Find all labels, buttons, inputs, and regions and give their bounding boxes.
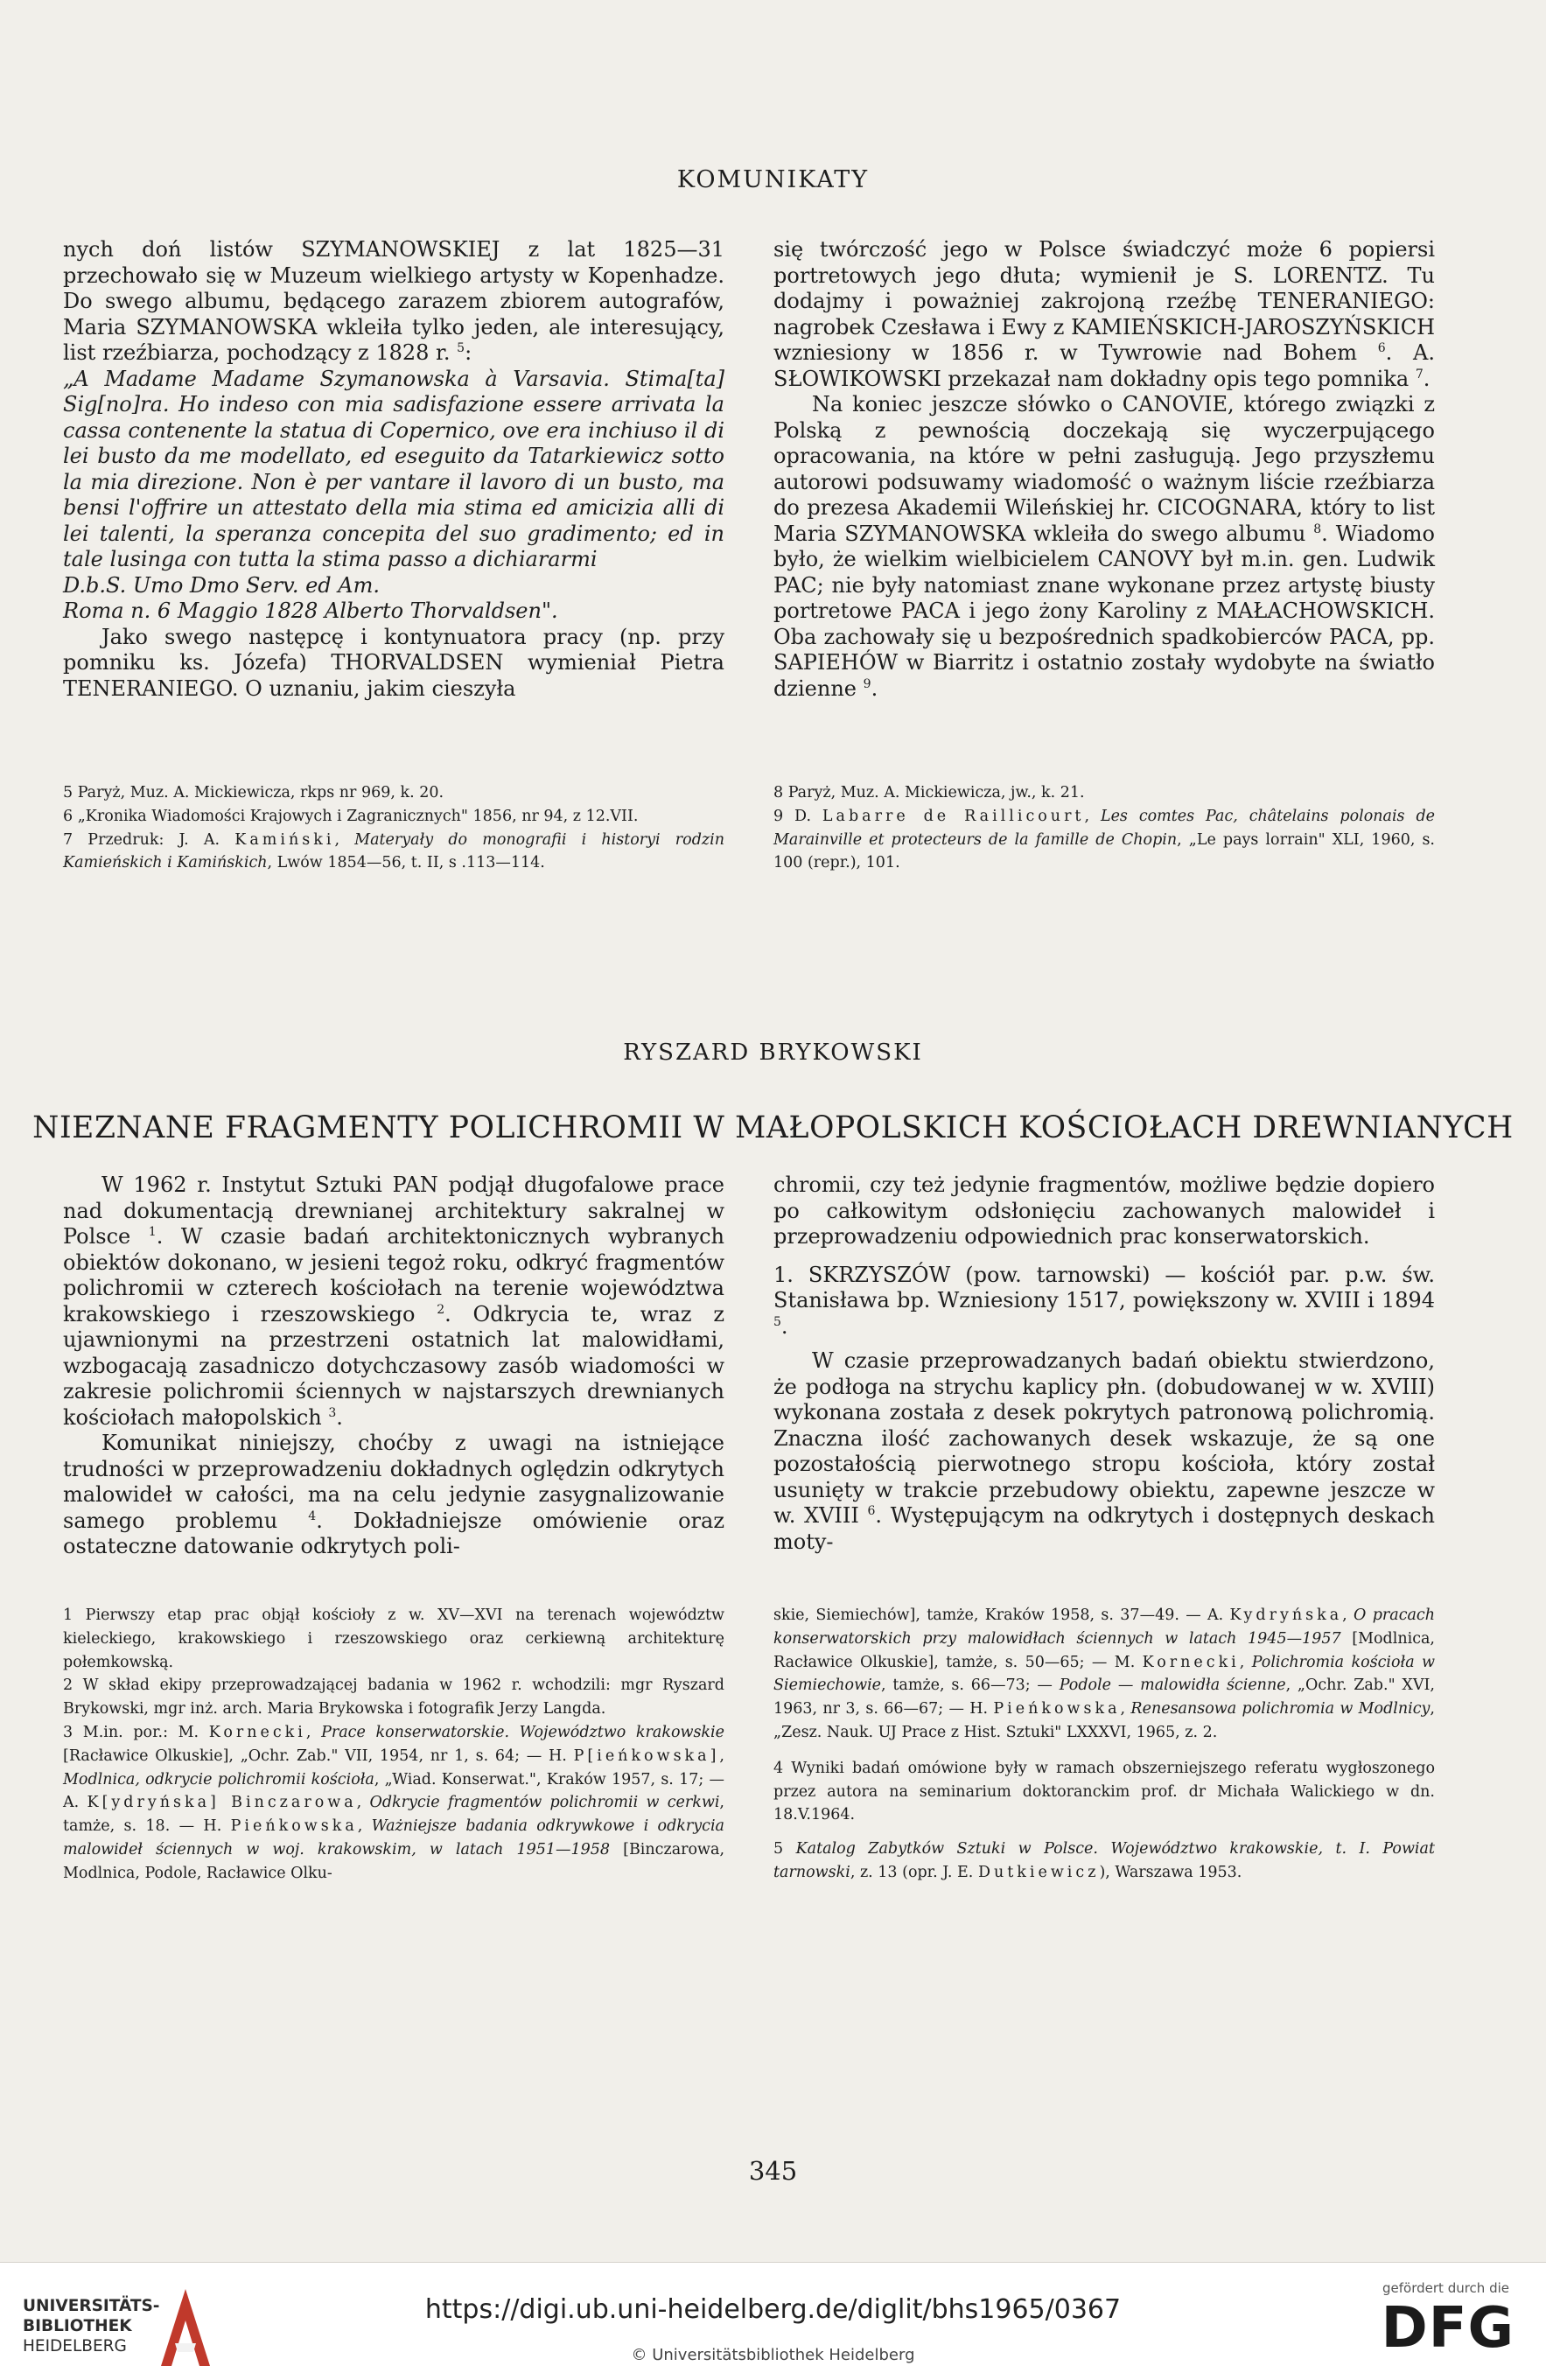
main-footnotes-left xyxy=(63,1604,724,1886)
footnote-ref[interactable]: 7 xyxy=(1415,367,1424,382)
footnote-ref[interactable]: 5 xyxy=(773,1314,781,1329)
footnote-ref[interactable]: 8 xyxy=(1313,522,1322,536)
paragraph: Komunikat niniejszy, choćby z uwagi na istniejące trudności w przeprowadzeniu dokładnych oględzin odkrytych malowideł w całości, ma na celu jedynie zasygnalizowanie samego problemu $^4$. Dokładniejsze omówienie oraz ostateczne datowanie odkrytych poli- xyxy=(63,1431,724,1558)
top-footnotes-right xyxy=(773,781,1435,875)
footnote-ref[interactable]: 1 xyxy=(148,1225,157,1239)
footnote-ref[interactable]: 3 xyxy=(328,1405,337,1420)
copyright-notice: © Universitätsbibliothek Heidelberg xyxy=(631,2346,915,2364)
footnote-ref[interactable]: 6 xyxy=(1377,341,1386,355)
paragraph: się twórczość jego w Polsce świadczyć może 6 popiersi portretowych jego dłuta; wymienił je S. LORENTZ. Tu dodajmy i poważniej zakrojoną rzeźbę TENERANIEGO: nagrobek Czesława i Ewy z KAMIEŃSKICH-JAROSZYŃSKICH wzniesiony w 1856 r. w Tywrowie nad Bohem $^6$. A. SŁOWIKOWSKI przekazał nam dokładny opis tego pomnika $^7$. xyxy=(773,237,1435,391)
footnote: 7 Przedruk: J. A. Kamiński, Materyały do monografii i historyi rodzin Kamieńskich i Kamińskich, Lwów 1854—56, t. II, s .113—114. xyxy=(63,830,724,872)
footnote-ref[interactable]: 5 xyxy=(457,341,465,355)
footnote: 1 Pierwszy etap prac objął kościoły z w. XV—XVI na terenach województw kieleckiego, krakowskiego i rzeszowskiego oraz cerkiewną architekturę połemkowską. xyxy=(63,1606,724,1671)
quoted-letter: „A Madame Madame Szymanowska à Varsavia. Stima[ta] Sig[no]ra. Ho indeso con mia sadisfazione essere arrivata la cassa contenente la statua di Copernico, ove era inchiuso il di lei busto da me modellato, ed eseguito da Tatarkiewicz sotto la mia direzione. Non è per vantare il lavoro di un busto, ma bensi l'offrire un attestato della mia stima ed amicizia alli di lei talenti, la speranza concepita del suo gradimento; ed in tale lusinga con tutta la stima passo a dichiararmi xyxy=(63,366,724,571)
footnote: 3 M.in. por.: M. Kornecki, Prace konserwatorskie. Województwo krakowskie [Racławice Olkuskie], „Ochr. Zab." VII, 1954, nr 1, s. 64; — H. P[ieńkowska], Modlnica, odkrycie polichromii kościoła, „Wiad. Konserwat.", Kraków 1957, s. 17; — A. K[ydryńska] Binczarowa, Odkrycie fragmentów polichromii w cerkwi, tamże, s. 18. — H. Pieńkowska, Ważniejsze badania odkrywkowe i odkrycia malowideł ściennych w woj. krakowskim, w latach 1951—1958 [Binczarowa, Modlnica, Podole, Racławice Olku- xyxy=(63,1723,725,1882)
letter-signature: Roma n. 6 Maggio 1828 Alberto Thorvaldsen". xyxy=(63,598,558,623)
paragraph: nych doń listów SZYMANOWSKIEJ z lat 1825—31 przechowało się w Muzeum wielkiego artysty w Kopenhadze. Do swego albumu, będącego zarazem zbiorem autografów, Maria SZYMANOWSKA wkleiła tylko jeden, ale interesujący, list rzeźbiarza, pochodzący z 1828 r. $^5$: xyxy=(63,237,724,365)
paragraph: Na koniec jeszcze słówko o CANOVIE, którego związki z Polską z pewnością doczekają się wyczerpującego opracowania, na które w pełni zasługują. Jego przyszłemu autorowi podsuwamy wiadomość o ważnym liście rzeźbiarza do prezesa Akademii Wileńskiej hr. CICOGNARA, który to list Maria SZYMANOWSKA wkleiła do swego albumu $^8$. Wiadomo było, że wielkim wielbicielem CANOVY był m.in. gen. Ludwik PAC; nie były natomiast znane wykonane przez artystę biusty portretowe PACA i jego żony Karoliny z MAŁACHOWSKICH. Oba zachowały się u bezpośrednich spadkobierców PACA, pp. SAPIEHÓW w Biarritz i ostatnio zostały wydobyte na światło dzienne $^9$. xyxy=(773,392,1435,701)
footnote-continued: skie, Siemiechów], tamże, Kraków 1958, s. 37—49. — A. Kydryńska, O pracach konserwatorskich przy malowidłach ściennych w latach 1945—1957 [Modlnica, Racławice Olkuskie], tamże, s. 50—65; — M. Kornecki, Polichromia kościoła w Siemiechowie, tamże, s. 66—73; — Podole — malowidła ścienne, „Ochr. Zab." XVI, 1963, nr 3, s. 66—67; — H. Pieńkowska, Renesansowa polichromia w Modlnicy, „Zesz. Nauk. UJ Prace z Hist. Sztuki" LXXXVI, 1965, z. 2. xyxy=(773,1606,1436,1741)
footnote: 2 W skład ekipy przeprowadzającej badania w 1962 r. wchodzili: mgr Ryszard Brykowski, mgr inż. arch. Maria Brykowska i fotografik Jerzy Langda. xyxy=(63,1676,724,1718)
footnote-ref[interactable]: 6 xyxy=(867,1504,876,1518)
footnote: 6 „Kronika Wiadomości Krajowych i Zagranicznych" 1856, nr 94, z 12.VII. xyxy=(63,807,639,825)
paragraph: chromii, czy też jedynie fragmentów, możliwe będzie dopiero po całkowitym odsłonięciu zachowanych malowideł i przeprowadzeniu odpowiednich prac konserwatorskich. xyxy=(773,1172,1435,1249)
permalink-url[interactable]: https://digi.ub.uni-heidelberg.de/diglit/bhs1965/0367 xyxy=(424,2294,1122,2325)
main-footnotes-right xyxy=(773,1604,1435,1885)
main-left-column xyxy=(63,1172,724,1560)
paragraph: W 1962 r. Instytut Sztuki PAN podjął długofalowe prace nad dokumentacją drewnianej architektury sakralnej w Polsce $^1$. W czasie badań architektonicznych wybranych obiektów dokonano, w jesieni tegoż roku, odkryć fragmentów polichromii w czterech kościołach na terenie województwa krakowskiego i rzeszowskiego $^2$. Odkrycia te, wraz z ujawnionymi na przestrzeni ostatnich lat malowidłami, wzbogacają zasadniczo dotychczasowy zasób wiadomości w zakresie polichromii ściennych w najstarszych drewnianych kościołach małopolskich $^3$. xyxy=(63,1172,724,1430)
article-title: NIEZNANE FRAGMENTY POLICHROMII W MAŁOPOLSKICH KOŚCIOŁACH DREWNIANYCH xyxy=(32,1110,1514,1145)
top-right-column xyxy=(773,237,1435,702)
footnote: 5 Katalog Zabytków Sztuki w Polsce. Województwo krakowskie, t. I. Powiat tarnowski, z. 13 (opr. J. E. Dutkiewicz), Warszawa 1953. xyxy=(773,1840,1435,1881)
paragraph: W czasie przeprowadzanych badań obiektu stwierdzono, że podłoga na strychu kaplicy płn. (dobudowanej w w. XVIII) wykonana została z desek pokrytych patronową polichromią. Znaczna ilość zachowanych desek wskazuje, że są one pozostałością pierwotnego stropu kościoła, który został usunięty w trakcie przebudowy obiektu, zapewne jeszcze w w. XVIII $^6$. Występującym na odkrytych i dostępnych deskach moty- xyxy=(773,1348,1435,1554)
footnote: 9 D. Labarre de Raillicourt, Les comtes Pac, châtelains polonais de Marainville et protecteurs de la famille de Chopin, „Le pays lorrain" XLI, 1960, s. 100 (repr.), 101. xyxy=(773,807,1435,872)
page-number: 345 xyxy=(748,2156,798,2186)
footnote-ref[interactable]: 9 xyxy=(863,676,871,691)
section-heading-skrzyszow: 1. SKRZYSZÓW (pow. tarnowski) — kościół par. p.w. św. Stanisława bp. Wzniesiony 1517, powiększony w. XVIII i 1894 $^5$. xyxy=(773,1262,1435,1339)
footnote-ref[interactable]: 2 xyxy=(437,1302,445,1317)
digitization-footer xyxy=(0,2262,1546,2380)
library-logo-text[interactable]: UNIVERSITÄTS- BIBLIOTHEK HEIDELBERG xyxy=(23,2297,160,2356)
dfg-logo[interactable]: DFG xyxy=(1381,2296,1515,2361)
footnote-ref[interactable]: 4 xyxy=(308,1508,317,1523)
running-header: KOMUNIKATY xyxy=(676,166,870,193)
footnote: 8 Paryż, Muz. A. Mickiewicza, jw., k. 21. xyxy=(773,784,1085,802)
footnote: 5 Paryż, Muz. A. Mickiewicza, rkps nr 969, k. 20. xyxy=(63,784,444,802)
letter-closing: D.b.S. Umo Dmo Serv. ed Am. xyxy=(63,572,380,598)
main-right-column xyxy=(773,1172,1435,1555)
top-footnotes-left xyxy=(63,781,724,875)
paragraph: Jako swego następcę i kontynuatora pracy (np. przy pomniku ks. Józefa) THORVALDSEN wymieniał Pietra TENERANIEGO. O uznaniu, jakim cieszyła xyxy=(63,624,724,701)
funding-caption: gefördert durch die xyxy=(1382,2280,1509,2296)
article-author: RYSZARD BRYKOWSKI xyxy=(623,1040,923,1066)
footnote: 4 Wyniki badań omówione były w ramach obszerniejszego referatu wygłoszonego przez autora na seminarium doktoranckim prof. dr Michała Walickiego w dn. 18.V.1964. xyxy=(773,1759,1435,1824)
top-left-column xyxy=(63,237,724,702)
